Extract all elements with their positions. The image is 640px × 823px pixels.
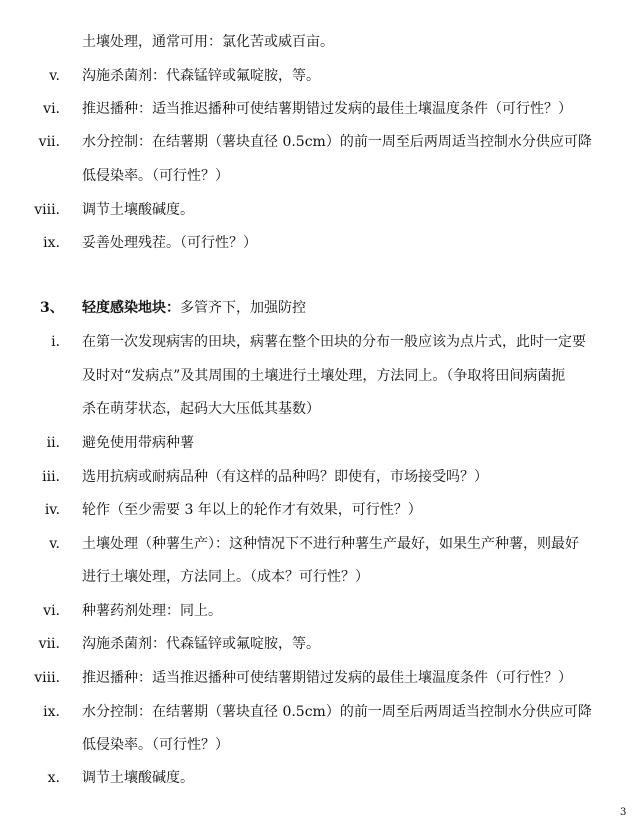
- item-text: 水分控制：在结薯期（薯块直径 0.5cm）的前一周至后两周适当控制水分供应可降: [82, 134, 592, 150]
- item-number: i.: [51, 334, 60, 350]
- item-number: vi.: [43, 603, 60, 619]
- item-text: 避免使用带病种薯: [82, 435, 194, 451]
- item-text: 种薯药剂处理：同上。: [82, 603, 222, 619]
- list-item: [0, 433, 640, 453]
- section-subtitle: 多管齐下，加强防控: [180, 300, 306, 316]
- item-text: 及时对“发病点”及其周围的土壤进行土壤处理，方法同上。（争取将田间病菌扼: [82, 368, 566, 384]
- list-item: [0, 702, 640, 722]
- item-text: 选用抗病或耐病品种（有这样的品种吗？即使有，市场接受吗？）: [82, 469, 488, 485]
- item-text: 调节土壤酸碱度。: [82, 202, 194, 218]
- item-number: vi.: [43, 101, 60, 117]
- item-text: 低侵染率。（可行性？）: [82, 168, 229, 184]
- list-item: [0, 467, 640, 487]
- section-heading: [0, 298, 640, 318]
- item-number: v.: [49, 68, 60, 84]
- section-title: 轻度感染地块：: [82, 300, 180, 316]
- list-item: [0, 500, 640, 520]
- item-text: 进行土壤处理，方法同上。（成本？可行性？）: [82, 569, 369, 585]
- item-text: 推迟播种：适当推迟播种可使结薯期错过发病的最佳土壤温度条件（可行性？）: [82, 101, 572, 117]
- list-item: [0, 132, 640, 152]
- page-number: 3: [620, 807, 627, 818]
- list-item: [0, 99, 640, 119]
- list-item: [0, 399, 640, 419]
- list-item: [0, 332, 640, 352]
- item-text: 杀在萌芽状态，起码大大压低其基数）: [82, 401, 320, 417]
- list-item: [0, 668, 640, 688]
- item-number: iv.: [44, 502, 60, 518]
- item-number: ii.: [46, 435, 60, 451]
- item-number: ix.: [43, 704, 60, 720]
- item-text: 水分控制：在结薯期（薯块直径 0.5cm）的前一周至后两周适当控制水分供应可降: [82, 704, 592, 720]
- item-text: 调节土壤酸碱度。: [82, 770, 194, 786]
- item-text: 妥善处理残茬。（可行性？）: [82, 235, 257, 251]
- item-number: ix.: [43, 235, 60, 251]
- list-item: [0, 768, 640, 788]
- list-item: [0, 200, 640, 220]
- item-number: vii.: [38, 134, 60, 150]
- item-text: 低侵染率。（可行性？）: [82, 737, 229, 753]
- item-text: 土壤处理，通常可用：氯化苦或威百亩。: [82, 34, 334, 50]
- section-number: 3、: [40, 300, 64, 316]
- list-item: [0, 634, 640, 654]
- item-number: x.: [47, 770, 60, 786]
- list-item: [0, 166, 640, 186]
- list-item: [0, 534, 640, 554]
- item-text: 沟施杀菌剂：代森锰锌或氟啶胺，等。: [82, 636, 320, 652]
- item-number: vii.: [38, 636, 60, 652]
- list-item: [0, 233, 640, 253]
- item-text: 轮作（至少需要 3 年以上的轮作才有效果，可行性？）: [82, 502, 422, 518]
- list-item: [0, 567, 640, 587]
- item-text: 推迟播种：适当推迟播种可使结薯期错过发病的最佳土壤温度条件（可行性？）: [82, 670, 572, 686]
- list-item: [0, 601, 640, 621]
- item-number: viii.: [34, 202, 60, 218]
- item-number: v.: [49, 536, 60, 552]
- list-item: [0, 66, 640, 86]
- item-number: viii.: [34, 670, 60, 686]
- list-item: [0, 366, 640, 386]
- item-text: 在第一次发现病害的田块，病薯在整个田块的分布一般应该为点片式，此时一定要: [82, 334, 586, 350]
- item-text: 沟施杀菌剂：代森锰锌或氟啶胺，等。: [82, 68, 320, 84]
- item-number: iii.: [42, 469, 60, 485]
- list-item: [0, 735, 640, 755]
- list-item: [0, 32, 640, 52]
- item-text: 土壤处理（种薯生产）：这种情况下不进行种薯生产最好，如果生产种薯，则最好: [82, 536, 579, 552]
